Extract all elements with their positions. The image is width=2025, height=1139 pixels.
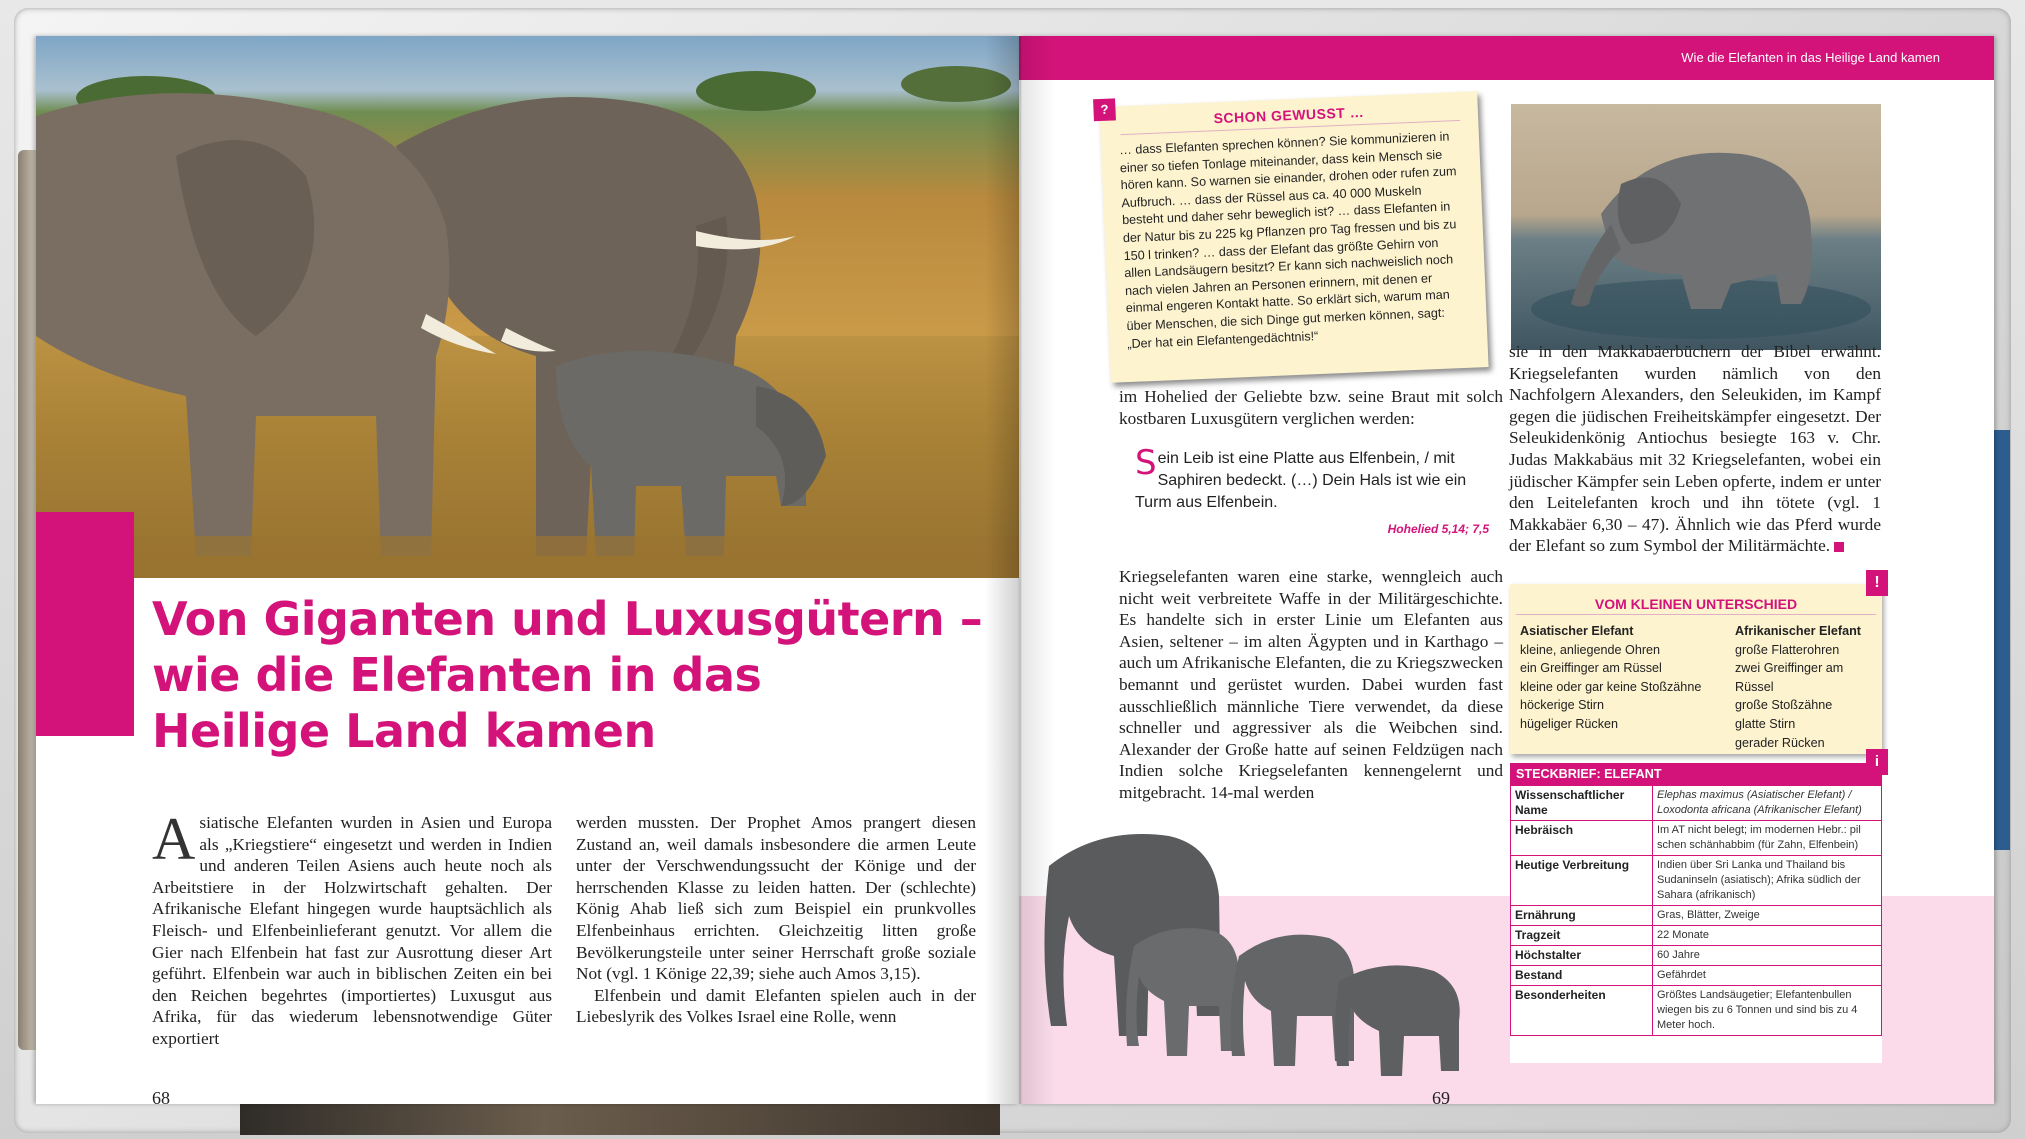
row-value: Gras, Blätter, Zweige [1653,906,1882,926]
row-key: Hebräisch [1511,821,1653,856]
asian-trait: kleine oder gar keine Stoßzähne [1520,679,1702,694]
row-value: Größtes Landsäugetier; Elefantenbullen wiegen bis zu 6 Tonnen und sind bis zu 4 Meter hoch. [1653,986,1882,1036]
info-icon: i [1866,749,1888,775]
fact-sheet-table [1510,785,1882,1036]
african-trait: große Flatterohren [1735,642,1840,657]
row-key: Ernährung [1511,906,1653,926]
row-value: Gefährdet [1653,966,1882,986]
right-page [1019,36,1994,1104]
end-mark-icon [1834,542,1844,552]
body-text-1: siatische Elefanten wurden in Asien und Europa als „Kriegstiere“ eingesetzt und werden in Indien und anderen Teilen Asiens auch heute noch als Arbeitstiere in der Holzwirtschaft gehalten. Der Afrikanische Elefant hingegen wurde hauptsächlich als Fleisch- und Elfenbeinlieferant genutzt. Vor allem die Gier nach Elfenbein hat fast zur Ausrottung dieser Art geführt. Elfenbein war auch in biblischen Zeiten ein bei den Reichen begehrtes (importiertes) Luxusgut aus Afrika, für das wiederum lebensnotwendige Güter exportiert [152,813,552,1048]
elephant-herd-illustration [1039,806,1479,1086]
row-value: 60 Jahre [1653,946,1882,966]
exclamation-icon: ! [1866,570,1888,596]
row-key: Tragzeit [1511,926,1653,946]
row-value: 22 Monate [1653,926,1882,946]
baby-elephant-photo [1511,104,1881,350]
table-row [1511,966,1882,986]
bible-quote [1135,443,1495,514]
asian-trait: hügeliger Rücken [1520,716,1619,731]
note-text: … dass Elefanten sprechen können? Sie kommunizieren in einer so tiefen Tonlage miteinander, dass kein Mensch sie hören kann. So warnen sie einander, drohen oder rufen zum Aufbruch. … dass der Rüssel aus ca. 40 000 Muskeln besteht und daher sehr beweglich ist? … dass Elefanten in der Natur bis zu 225 kg Pflanzen pro Tag fressen und bis zu 150 l trinken? … dass der Elefant das größte Gehirn von allen Landsäugern besitzt? Er kann sich nachweislich noch nach vielen Jahren an Personen erinnern, mit denen er einmal engeren Kontakt hatte. So erklärt sich, warum man über Menschen, die sich Dinge gut merken können, sagt: „Der hat ein Elefantengedächtnis!“ [1118,129,1457,351]
fact-sheet-title: STECKBRIEF: ELEFANT [1510,763,1882,785]
african-trait: glatte Stirn [1735,716,1796,731]
quote-dropcap: S [1135,443,1157,483]
text-block-2: Kriegselefanten waren eine starke, wenngleich auch nicht weit verbreitete Waffe in der Militärgeschichte. Es handelte sich in erster Linie um Elefanten aus Asien, seltener – im alten Ägypten und in Karthago – auch um Afrikanische Elefanten, die zu Kriegszwecken bemannt und gerüstet wurden. Dabei wurden fast ausschließlich männliche Tiere verwendet, da diese schneller und aggressiver als die Weibchen sind. Alexander der Große hatte auf seinen Feldzügen nach Indien solche Kriegselefanten kennengelernt und mitgebracht. 14-mal werden [1119,567,1503,802]
title-line-1: Von Giganten und Luxusgütern – [152,592,983,646]
page-number-right: 69 [1432,1088,1450,1104]
dropcap: A [152,806,196,872]
baby-elephant-illustration [1511,104,1881,350]
table-row [1511,856,1882,906]
table-row [1511,926,1882,946]
asian-trait: höckerige Stirn [1520,698,1604,713]
asian-title: Asiatischer Elefant [1520,624,1634,638]
left-page [36,36,1019,1104]
question-icon: ? [1093,98,1116,121]
fact-sheet [1510,753,1882,1063]
row-key: Höchstalter [1511,946,1653,966]
table-row [1511,786,1882,821]
page-title [152,591,992,759]
body-column-1 [152,806,552,1050]
row-value: Indien über Sri Lanka und Thailand bis Sudaninseln (asiatisch); Afrika südlich der Sahara (afrikanisch) [1653,856,1882,906]
body-column-2 [576,812,976,1028]
note-title: SCHON GEWUSST … [1213,103,1365,127]
row-value: Im AT nicht belegt; im modernen Hebr.: pil schen schänhabbim (für Zahn, Elfenbein) [1653,821,1882,856]
accent-block [36,512,134,736]
asian-elephant-column [1520,622,1701,734]
row-value: Elephas maximus (Asiatischer Elefant) / Loxodonta africana (Afrikanischer Elefant) [1653,786,1882,821]
row-key: Wissenschaftlicher Name [1511,786,1653,821]
difference-box [1510,574,1882,754]
title-line-2: wie die Elefanten in das [152,648,762,702]
row-key: Bestand [1511,966,1653,986]
asian-trait: ein Greiffinger am Rüssel [1520,661,1662,676]
body-text-2: werden mussten. Der Prophet Amos prangert diesen Zustand an, weil damals insbesondere die armen Leute unter der Verschwendungssucht der Könige und der herrschenden Klasse zu leiden hatten. Der (schlechte) König Ahab ließ sich zum Beispiel ein prunkvolles Elfenbeinhaus errichten. Gleichzeitig litten große Bevölkerungsteile unter seiner Herrschaft große soziale Not (vgl. 1 Könige 22,39; siehe auch Amos 3,15). [576,813,976,984]
title-line-3: Heilige Land kamen [152,704,656,758]
african-title: Afrikanischer Elefant [1735,624,1861,638]
body-text-3: Elfenbein und damit Elefanten spielen auch in der Liebeslyrik des Volkes Israel eine Rolle, wenn [576,985,976,1027]
page-number-left: 68 [152,1088,170,1104]
elephant-family-photo [36,36,1019,578]
row-key: Heutige Verbreitung [1511,856,1653,906]
table-row [1511,906,1882,926]
table-row [1511,946,1882,966]
quote-source: Hohelied 5,14; 7,5 [1387,522,1489,536]
row-key: Besonderheiten [1511,986,1653,1036]
text-block-1: im Hohelied der Geliebte bzw. seine Braut mit solch kostbaren Luxusgütern verglichen werden: [1119,387,1503,428]
text-block-3-body: sie in den Makkabäerbüchern der Bibel erwähnt. Kriegselefanten wurden nämlich von den Nachfolgern Alexanders, den Seleukiden, im Kampf gegen die jüdischen Freiheitskämpfer eingesetzt. Der Seleukidenkönig Antiochus besiegte 163 v. Chr. Judas Makkabäus mit 32 Kriegselefanten, wobei ein jüdischer Kämpfer sein Leben opferte, indem er unter den Leitelefanten kroch und ihn tötete (vgl. 1 Makkabäer 6,30 – 47). Ähnlich wie das Pferd wurde der Elefant so zum Symbol der Militärmächte. [1509,342,1881,556]
african-trait: gerader Rücken [1735,735,1825,750]
table-row [1511,986,1882,1036]
text-block-3 [1509,341,1881,557]
running-header-text: Wie die Elefanten in das Heilige Land kamen [1681,50,1940,65]
difference-divider [1516,614,1876,615]
african-elephant-column [1735,622,1882,752]
elephant-family-illustration [36,36,1019,578]
african-trait: zwei Greiffinger am Rüssel [1735,661,1844,694]
asian-trait: kleine, anliegende Ohren [1520,642,1661,657]
running-header [1019,36,1994,80]
african-trait: große Stoßzähne [1735,698,1833,713]
quote-text: ein Leib ist eine Platte aus Elfenbein, / mit Saphiren bedeckt. (…) Dein Hals ist wie ein Turm aus Elfenbein. [1135,450,1467,511]
table-row [1511,821,1882,856]
fun-facts-note [1099,91,1488,383]
difference-title: VOM KLEINEN UNTERSCHIED [1594,596,1798,612]
